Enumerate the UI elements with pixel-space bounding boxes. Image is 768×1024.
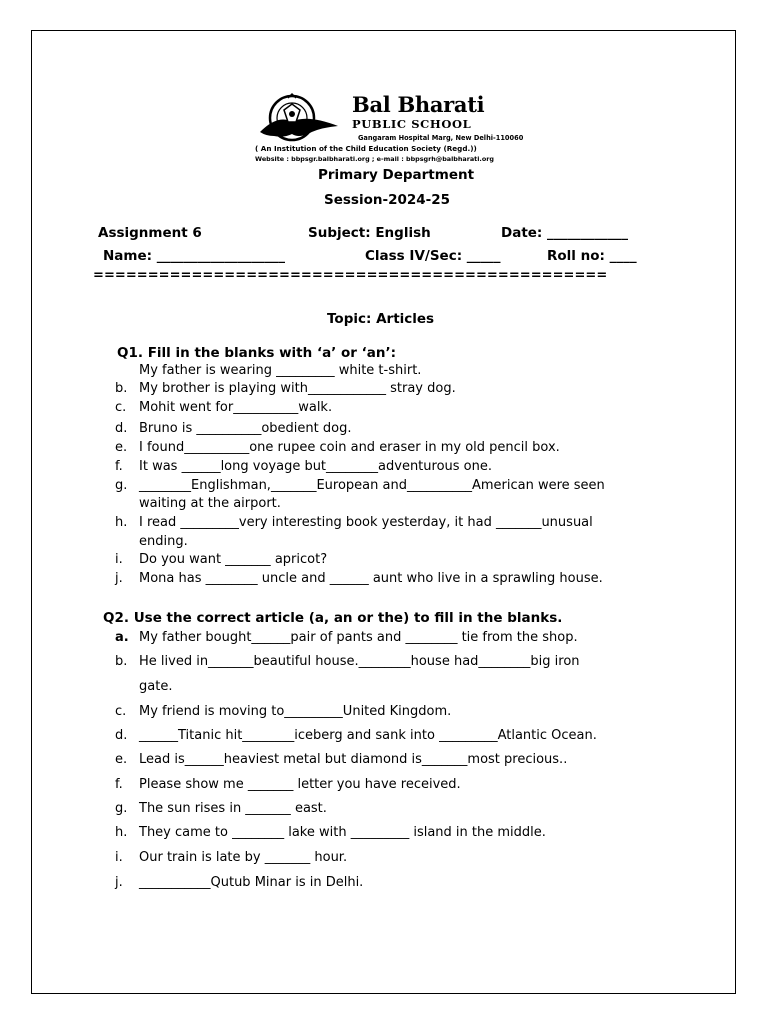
department-title: Primary Department <box>318 167 475 183</box>
item-text: Bruno is __________obedient dog. <box>139 421 352 436</box>
item-label: c. <box>115 704 127 719</box>
school-subname: PUBLIC SCHOOL <box>352 117 472 131</box>
school-society: ( An Institution of the Child Education Society (Regd.)) <box>255 144 477 153</box>
school-name: Bal Bharati <box>352 92 485 117</box>
item-label: e. <box>115 752 128 767</box>
item-label: h. <box>115 825 128 840</box>
roll-field: Roll no: ____ <box>547 248 637 264</box>
item-text: waiting at the airport. <box>139 496 281 511</box>
item-label: f. <box>115 777 123 792</box>
item-text: I read _________very interesting book yesterday, it had _______unusual <box>139 515 593 530</box>
item-text: Lead is______heaviest metal but diamond is_______most precious.. <box>139 752 568 767</box>
item-label: a. <box>115 630 129 645</box>
item-text: Mona has ________ uncle and ______ aunt who live in a sprawling house. <box>139 571 603 586</box>
item-text: Please show me _______ letter you have received. <box>139 777 461 792</box>
q2-heading: Q2. Use the correct article (a, an or the) to fill in the blanks. <box>103 610 563 626</box>
school-contact: Website : bbpsgr.balbharati.org ; e-mail : bbpsgrh@balbharati.org <box>255 155 494 163</box>
item-label: f. <box>115 459 123 474</box>
item-label: g. <box>115 478 128 493</box>
item-text: The sun rises in _______ east. <box>139 801 327 816</box>
item-text: My father is wearing _________ white t-shirt. <box>139 363 422 378</box>
item-text: My brother is playing with____________ stray dog. <box>139 381 456 396</box>
item-label: d. <box>115 728 128 743</box>
session-title: Session-2024-25 <box>324 192 451 208</box>
item-text: They came to ________ lake with _________ island in the middle. <box>139 825 546 840</box>
item-label: e. <box>115 440 128 455</box>
subject-label: Subject: English <box>308 225 431 241</box>
q1-heading: Q1. Fill in the blanks with ‘a’ or ‘an’: <box>117 345 397 361</box>
class-field: Class IV/Sec: _____ <box>365 248 501 264</box>
date-field: Date: ____________ <box>501 225 629 241</box>
topic-title: Topic: Articles <box>327 311 435 327</box>
item-label: i. <box>115 552 123 567</box>
item-text: ________Englishman,_______European and__________American were seen <box>139 478 605 493</box>
separator-line: =============================================== <box>93 268 608 283</box>
item-text: ______Titanic hit________iceberg and sank into _________Atlantic Ocean. <box>139 728 597 743</box>
item-label: i. <box>115 850 123 865</box>
item-label: b. <box>115 654 128 669</box>
item-text: Our train is late by _______ hour. <box>139 850 348 865</box>
item-text: My friend is moving to_________United Kingdom. <box>139 704 452 719</box>
item-text: My father bought______pair of pants and ________ tie from the shop. <box>139 630 578 645</box>
item-text: It was ______long voyage but________adventurous one. <box>139 459 492 474</box>
item-label: d. <box>115 421 128 436</box>
item-label: b. <box>115 381 128 396</box>
school-header <box>252 92 524 166</box>
item-text: He lived in_______beautiful house.________house had________big iron <box>139 654 580 669</box>
item-text: Mohit went for__________walk. <box>139 400 333 415</box>
item-text: ending. <box>139 534 188 549</box>
item-label: j. <box>115 875 123 890</box>
item-label: j. <box>115 571 123 586</box>
item-label: c. <box>115 400 127 415</box>
item-text: I found__________one rupee coin and eraser in my old pencil box. <box>139 440 560 455</box>
name-field: Name: ___________________ <box>103 248 285 264</box>
school-emblem-icon <box>258 92 340 150</box>
item-label: g. <box>115 801 128 816</box>
item-text: gate. <box>139 679 173 694</box>
item-label: h. <box>115 515 128 530</box>
item-text: ___________Qutub Minar is in Delhi. <box>139 875 364 890</box>
school-address: Gangaram Hospital Marg, New Delhi-110060 <box>358 134 524 142</box>
assignment-label: Assignment 6 <box>98 225 202 241</box>
item-text: Do you want _______ apricot? <box>139 552 328 567</box>
